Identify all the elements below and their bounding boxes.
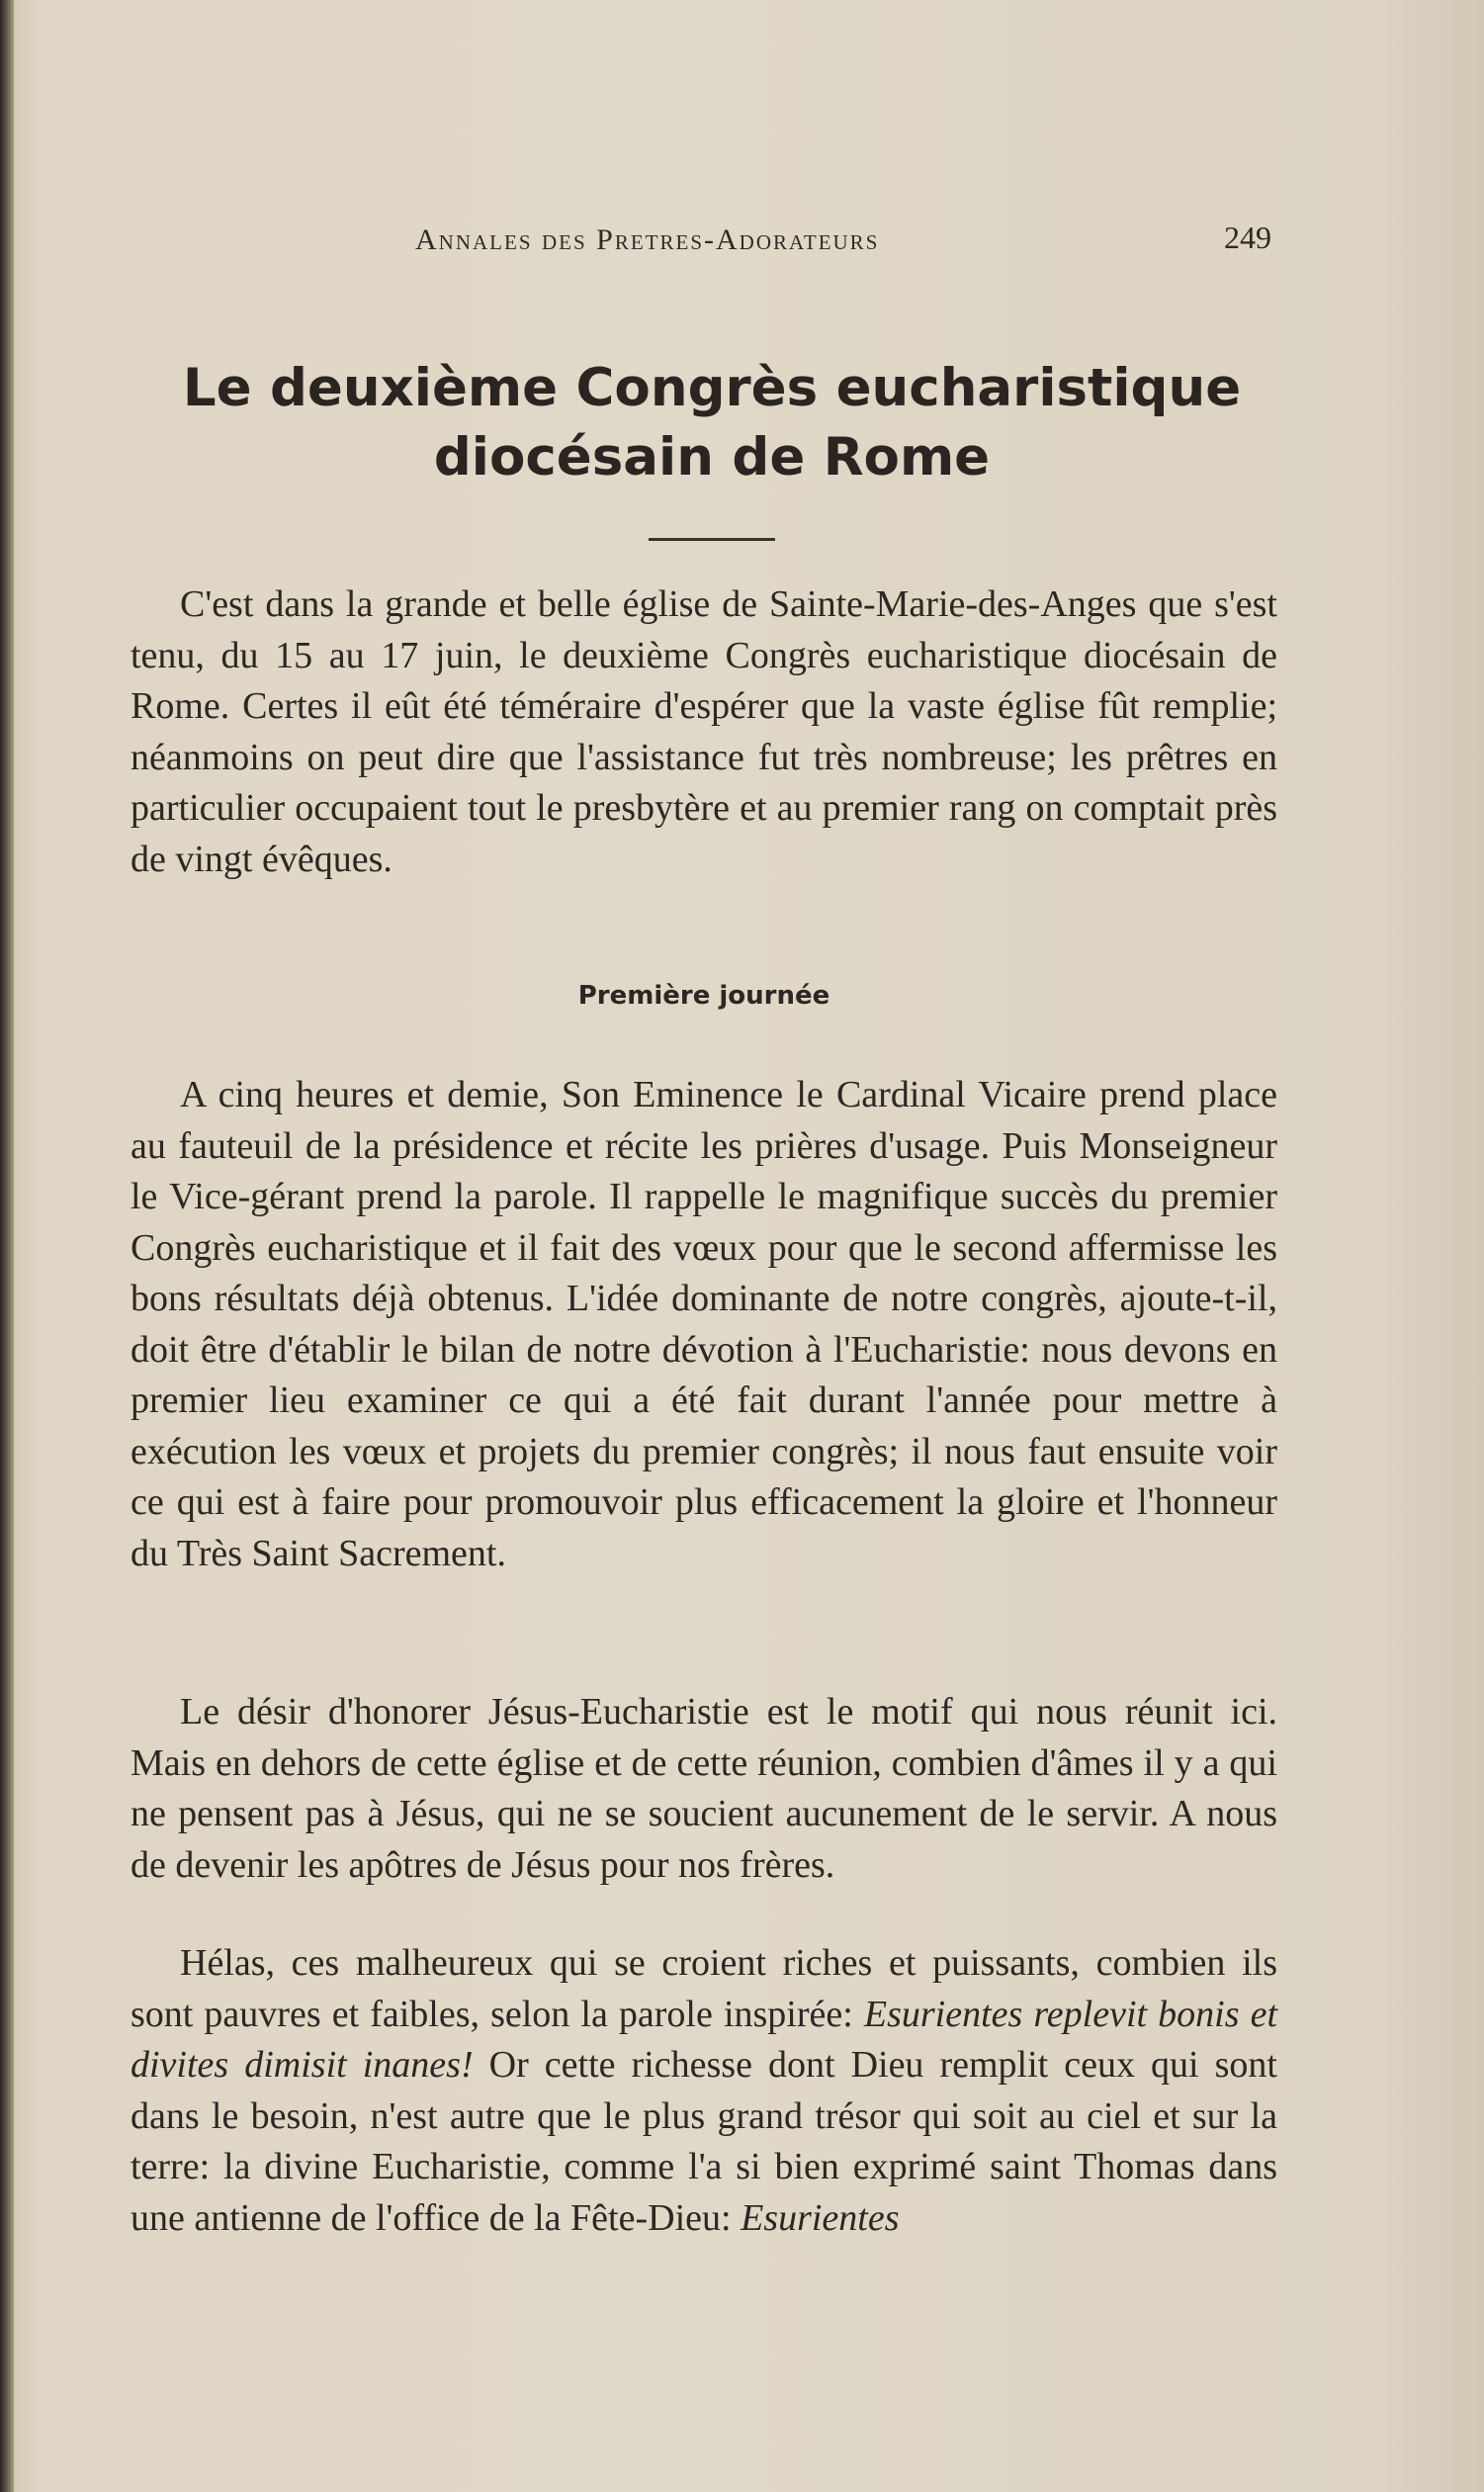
paragraph-2: A cinq heures et demie, Son Eminence le Cardinal Vicaire prend place au fauteuil de la présidence et récite les prières d'usage. Puis Monseigneur le Vice-gérant prend la parole. Il rappelle le magnifique succès du premier Congrès eucharistique et il fait des vœux pour que le second affermisse les bons résultats déjà obtenus. L'idée dominante de notre congrès, ajoute-t-il, doit être d'établir le bilan de notre dévotion à l'Eucharistie: nous devons en premier lieu examiner ce qui a été fait durant l'année pour mettre à exécution les vœux et projets du premier congrès; il nous faut ensuite voir ce qui est à faire pour promouvoir plus efficacement la gloire et l'honneur du Très Saint Sacrement. <box>131 1074 1277 1574</box>
article-title-line-1: Le deuxième Congrès eucharistique <box>182 358 1242 418</box>
article-title-line-2: diocésain de Rome <box>433 427 991 488</box>
paragraph-4-text-2: Or cette richesse dont Dieu remplit ceux qui sont dans le besoin, n'est autre que le plus grand trésor qui soit au ciel et sur la terre: la divine Eucharistie, comme l'a si bien exprimé saint Thomas dans une antienne de l'office de la Fête-Dieu: <box>131 2044 1277 2239</box>
paragraph-3: Le désir d'honorer Jésus-Eucharistie est le motif qui nous réunit ici. Mais en dehors de cette église et de cette réunion, combien d'âmes il y a qui ne pensent pas à Jésus, qui ne se soucient aucunement de le servir. A nous de devenir les apôtres de Jésus pour nos frères. <box>131 1691 1277 1886</box>
article-title <box>158 354 1266 492</box>
title-divider <box>649 538 775 541</box>
running-head: Annales des Pretres-Adorateurs <box>415 223 880 256</box>
binding-gutter <box>0 0 14 2492</box>
page-number: 249 <box>1224 220 1271 255</box>
paragraph-4 <box>131 1938 1277 2244</box>
section-heading: Première journée <box>577 981 830 1011</box>
latin-quote-2: Esurientes <box>741 2196 900 2239</box>
latin-quote-1: Esurientes replevit bonis et divites dimisit inanes! <box>131 1993 1278 2086</box>
intro-paragraph: C'est dans la grande et belle église de Sainte-Marie-des-Anges que s'est tenu, du 15 au 17 juin, le deuxième Congrès eucharistique diocésain de Rome. Certes il eût été téméraire d'espérer que la vaste église fût remplie; néanmoins on peut dire que l'assistance fut très nombreuse; les prêtres en particulier occupaient tout le presbytère et au premier rang on comptait près de vingt évêques. <box>131 583 1277 880</box>
paragraph-4-text-1: Hélas, ces malheureux qui se croient riches et puissants, combien ils sont pauvres et faibles, selon la parole inspirée: <box>131 1942 1277 2035</box>
